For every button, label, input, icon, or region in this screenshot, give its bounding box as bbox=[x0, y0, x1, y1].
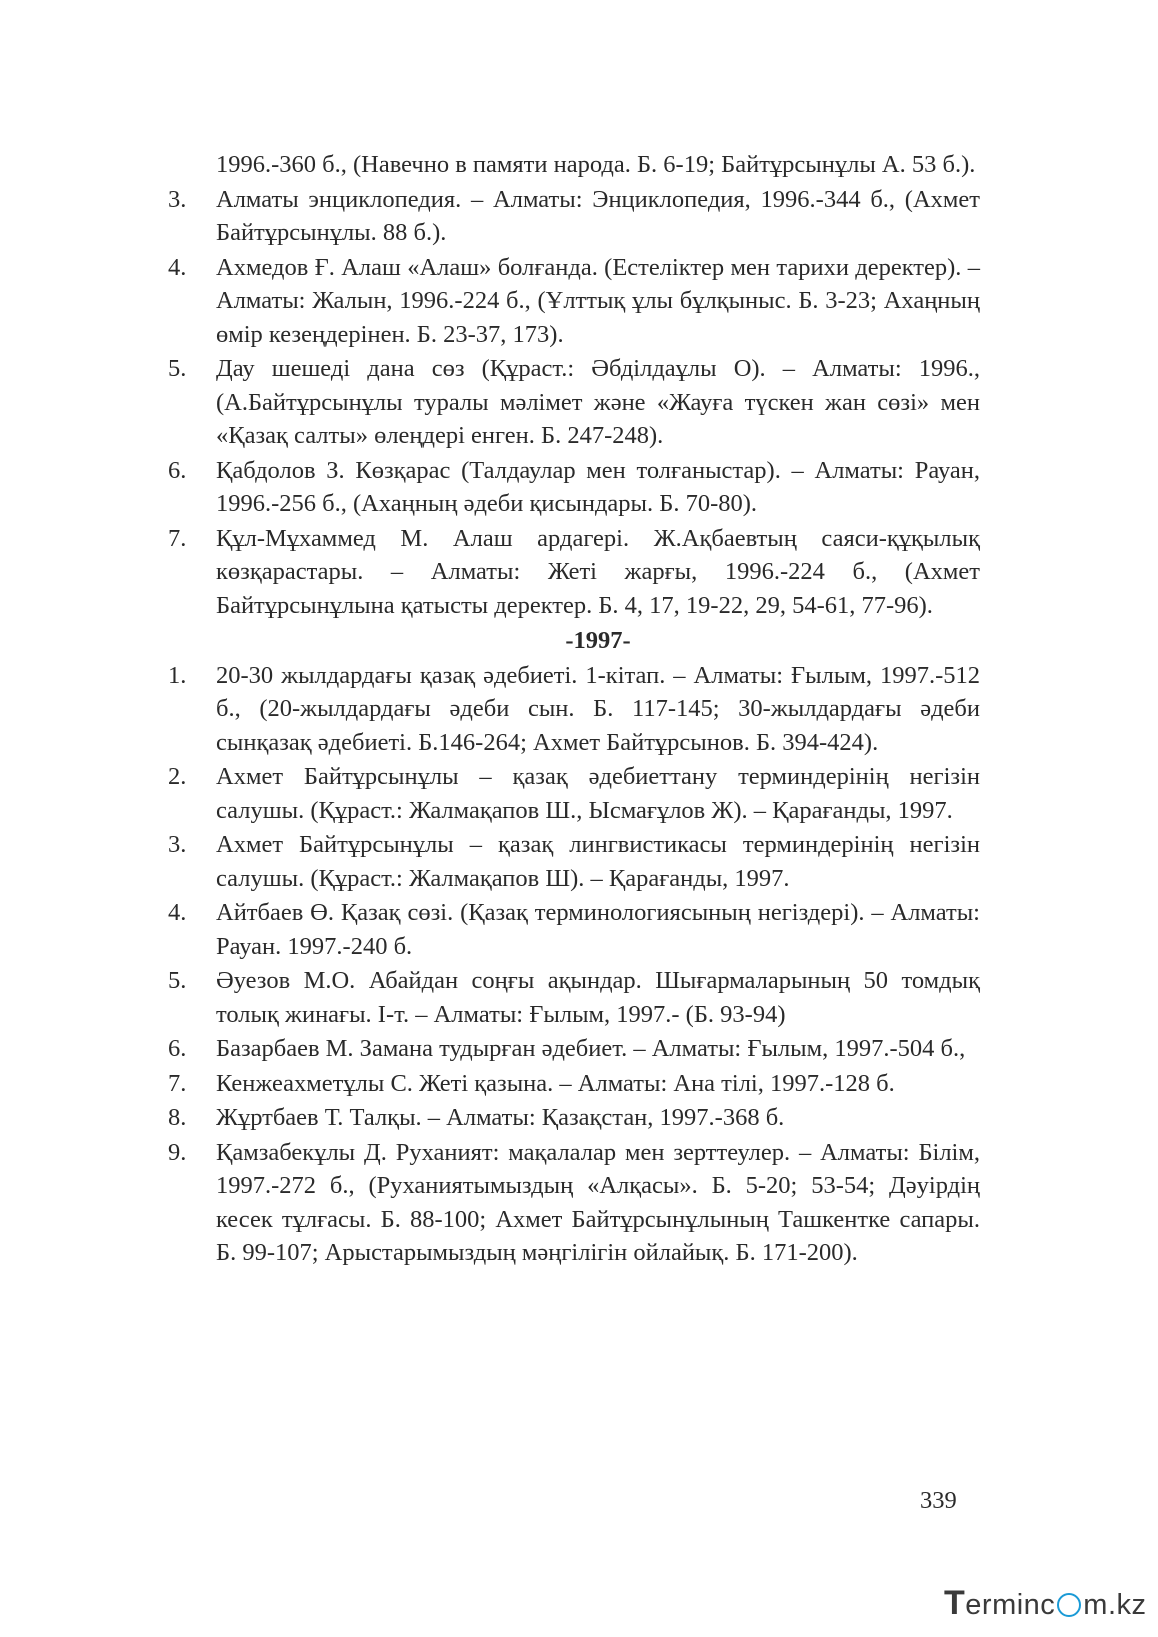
item-text: Қамзабекұлы Д. Руханият: мақалалар мен зерттеулер. – Алматы: Білім, 1997.-272 б., (Руханиятымыздың «Алқасы». Б. 5-20; 53-54; Дәуірдің кесек тұлғасы. Б. 88-100; Ахмет Байтұрсынұлының Ташкентке сапары. Б. 99-107; Арыстарымыздың мәңгілігін ойлайық. Б. 171-200). bbox=[216, 1138, 980, 1266]
item-number: 2. bbox=[168, 763, 187, 790]
logo-letter-t: T bbox=[944, 1584, 966, 1622]
item-text: Ахмет Байтұрсынұлы – қазақ лингвистикасы терминдерінің негізін салушы. (Құраст.: Жалмақапов Ш). – Қарағанды, 1997. bbox=[216, 831, 980, 892]
item-text: Ахмедов Ғ. Алаш «Алаш» болғанда. (Естеліктер мен тарихи деректер). – Алматы: Жалын, 1996.-224 б., (Ұлттық ұлы бұлқыныс. Б. 3-23; Ахаңның өмір кезеңдерінен. Б. 23-37, 173). bbox=[216, 253, 980, 348]
item-text: Алматы энциклопедия. – Алматы: Энциклопедия, 1996.-344 б., (Ахмет Байтұрсынұлы. 88 б.). bbox=[216, 185, 980, 246]
item-number: 9. bbox=[168, 1138, 187, 1166]
list-item bbox=[168, 522, 980, 623]
list-item bbox=[168, 183, 980, 250]
item-text: 20-30 жылдардағы қазақ әдебиеті. 1-кітап. – Алматы: Ғылым, 1997.-512 б., (20-жылдардағы әдеби сын. Б. 117-145; 30-жылдардағы әдеби сынқазақ әдебиеті. Б.146-264; Ахмет Байтұрсынов. Б. 394-424). bbox=[216, 661, 980, 756]
item-text: Қабдолов З. Көзқарас (Талдаулар мен толғаныстар). – Алматы: Рауан, 1996.-256 б., (Ахаңның әдеби қисындары. Б. 70-80). bbox=[216, 456, 980, 517]
item-number: 5. bbox=[168, 967, 187, 994]
magnifier-icon bbox=[1057, 1593, 1081, 1617]
year-heading: -1997- bbox=[565, 627, 631, 654]
item-number: 7. bbox=[168, 524, 187, 552]
list-item bbox=[168, 760, 980, 827]
item-text: Базарбаев М. Замана тудырған әдебиет. – Алматы: Ғылым, 1997.-504 б., bbox=[216, 1035, 966, 1062]
list-item bbox=[168, 1032, 980, 1066]
list-item bbox=[168, 454, 980, 521]
item-text: Кенжеахметұлы С. Жеті қазына. – Алматы: Ана тілі, 1997.-128 б. bbox=[216, 1069, 895, 1097]
list-item bbox=[168, 352, 980, 453]
list-item bbox=[168, 1067, 980, 1101]
item-number: 6. bbox=[168, 456, 187, 484]
item-number: 3. bbox=[168, 831, 187, 858]
list-item bbox=[168, 1101, 980, 1135]
item-text: Құл-Мұхаммед М. Алаш ардагері. Ж.Ақбаевтың саяси-құқылық көзқарастары. – Алматы: Жеті жарғы, 1996.-224 б., (Ахмет Байтұрсынұлына қатысты деректер. Б. 4, 17, 19-22, 29, 54-61, 77-96). bbox=[216, 524, 980, 619]
item-number: 8. bbox=[168, 1104, 187, 1131]
item-text: Айтбаев Ө. Қазақ сөзі. (Қазақ терминологиясының негіздері). – Алматы: Рауан. 1997.-240 б. bbox=[216, 899, 980, 960]
item-number: 6. bbox=[168, 1035, 187, 1062]
item-text: Дау шешеді дана сөз (Құраст.: Әбділдаұлы О). – Алматы: 1996., (А.Байтұрсынұлы туралы мәлімет және «Жауға түскен жан сөзі» мен «Қазақ салты» өлеңдері енген. Б. 247-248). bbox=[216, 355, 980, 449]
list-item bbox=[168, 896, 980, 963]
item-number: 1. bbox=[168, 661, 187, 689]
item-number: 3. bbox=[168, 185, 187, 213]
page-content bbox=[168, 148, 980, 1271]
logo-text-mid: erminc bbox=[965, 1589, 1056, 1621]
item-number: 5. bbox=[168, 355, 187, 382]
page-number: 339 bbox=[920, 1487, 957, 1514]
item-text: Әуезов М.О. Абайдан соңғы ақындар. Шығармаларының 50 томдық толық жинағы. І-т. – Алматы: Ғылым, 1997.- (Б. 93-94) bbox=[216, 967, 980, 1028]
list-item bbox=[168, 1136, 980, 1270]
item-text: Жұртбаев Т. Талқы. – Алматы: Қазақстан, 1997.-368 б. bbox=[216, 1104, 785, 1131]
item-number: 4. bbox=[168, 253, 187, 281]
termincom-logo bbox=[944, 1584, 1147, 1623]
item-text: Ахмет Байтұрсынұлы – қазақ әдебиеттану терминдерінің негізін салушы. (Құраст.: Жалмақапов Ш., Ысмағұлов Ж). – Қарағанды, 1997. bbox=[216, 763, 980, 824]
list-item bbox=[168, 659, 980, 760]
continuation-text: 1996.-360 б., (Навечно в памяти народа. Б. 6-19; Байтұрсынұлы А. 53 б.). bbox=[216, 151, 976, 178]
logo-text-end: m.kz bbox=[1083, 1589, 1147, 1621]
list-item bbox=[168, 251, 980, 352]
item-number: 4. bbox=[168, 899, 187, 926]
list-item bbox=[168, 828, 980, 895]
item-number: 7. bbox=[168, 1069, 187, 1097]
list-item bbox=[168, 964, 980, 1031]
entries-1996 bbox=[168, 183, 980, 623]
entries-1997 bbox=[168, 659, 980, 1270]
